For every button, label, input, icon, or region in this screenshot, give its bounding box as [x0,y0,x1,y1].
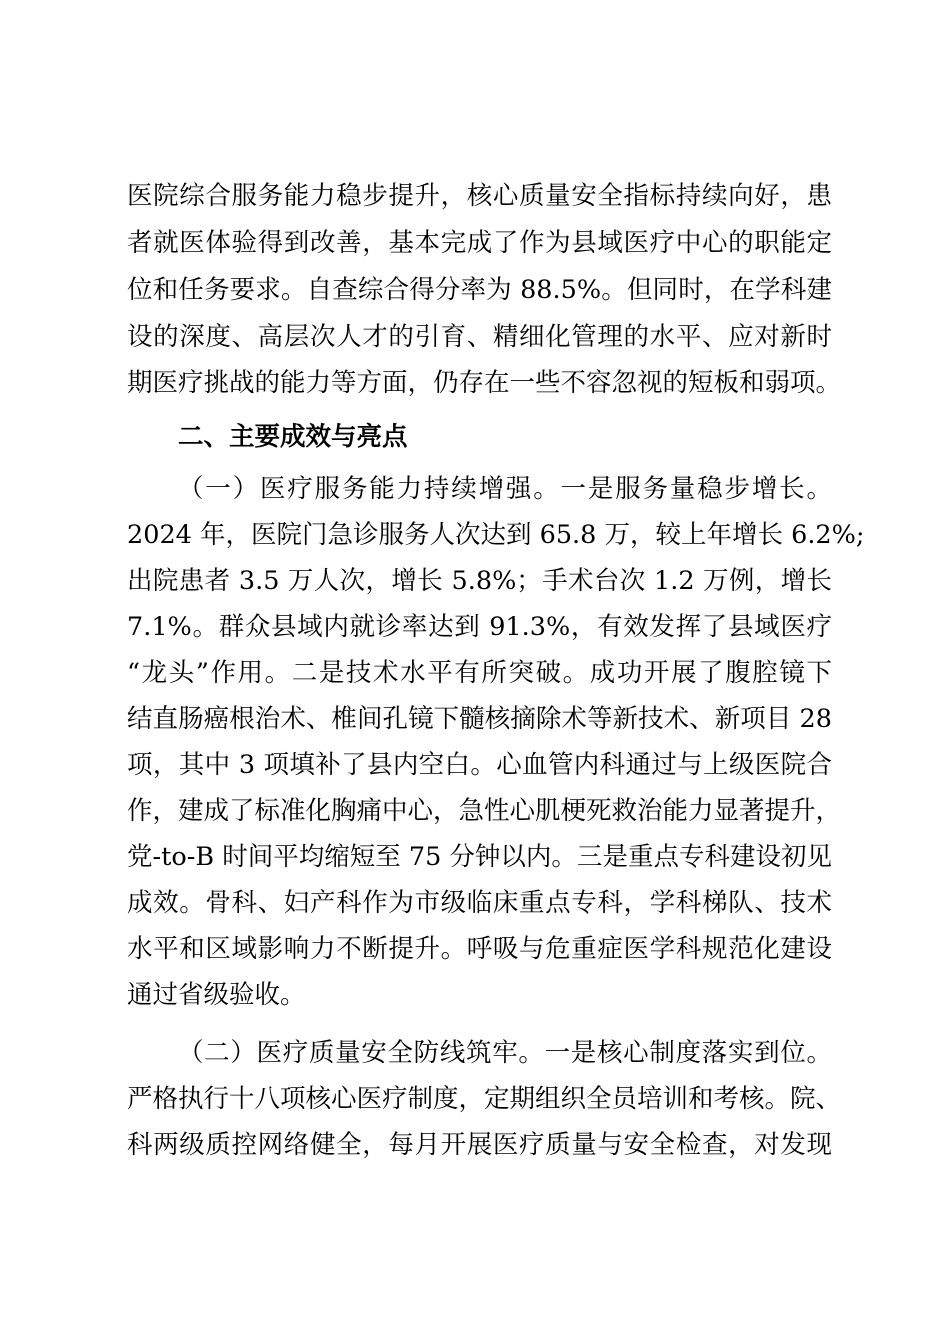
section-one-line-6: 结直肠癌根治术、椎间孔镜下髓核摘除术等新技术、新项目 28 [127,704,832,734]
section-one-line-4: 7.1%。群众县域内就诊率达到 91.3%，有效发挥了县域医疗 [127,612,832,642]
section-one-line-3: 出院患者 3.5 万人次，增长 5.8%；手术台次 1.2 万例，增长 [127,566,832,596]
intro-line-5: 期医疗挑战的能力等方面，仍存在一些不容忽视的短板和弱项。 [127,368,842,398]
section-one-line-2: 2024 年，医院门急诊服务人次达到 65.8 万，较上年增长 6.2%; [127,520,865,550]
intro-line-4: 设的深度、高层次人才的引育、精细化管理的水平、应对新时 [127,322,832,352]
section-one-line-8: 作，建成了标准化胸痛中心，急性心肌梗死救治能力显著提升， [127,796,842,826]
section-one-line-7: 项，其中 3 项填补了县内空白。心血管内科通过与上级医院合 [127,750,832,780]
section-two-line-1: （二）医疗质量安全防线筑牢。一是核心制度落实到位。 [178,1038,832,1068]
intro-line-3: 位和任务要求。自查综合得分率为 88.5%。但同时，在学科建 [127,275,832,305]
section-one-line-12: 通过省级验收。 [127,980,306,1010]
section-one-line-1: （一）医疗服务能力持续增强。一是服务量稳步增长。 [178,474,832,504]
section-two-line-2: 严格执行十八项核心医疗制度，定期组织全员培训和考核。院、 [127,1084,842,1114]
section-one-line-9: 党-to-B 时间平均缩短至 75 分钟以内。三是重点专科建设初见 [127,842,832,872]
section-one-line-11: 水平和区域影响力不断提升。呼吸与危重症医学科规范化建设 [127,934,832,964]
section-one-line-5: “龙头”作用。二是技术水平有所突破。成功开展了腹腔镜下 [127,658,832,688]
section-heading: 二、主要成效与亮点 [178,422,408,452]
section-two-line-3: 科两级质控网络健全，每月开展医疗质量与安全检查，对发现 [127,1130,832,1160]
intro-line-2: 者就医体验得到改善，基本完成了作为县域医疗中心的职能定 [127,228,832,258]
intro-line-1: 医院综合服务能力稳步提升，核心质量安全指标持续向好，患 [127,181,832,211]
section-one-line-10: 成效。骨科、妇产科作为市级临床重点专科，学科梯队、技术 [127,888,832,918]
